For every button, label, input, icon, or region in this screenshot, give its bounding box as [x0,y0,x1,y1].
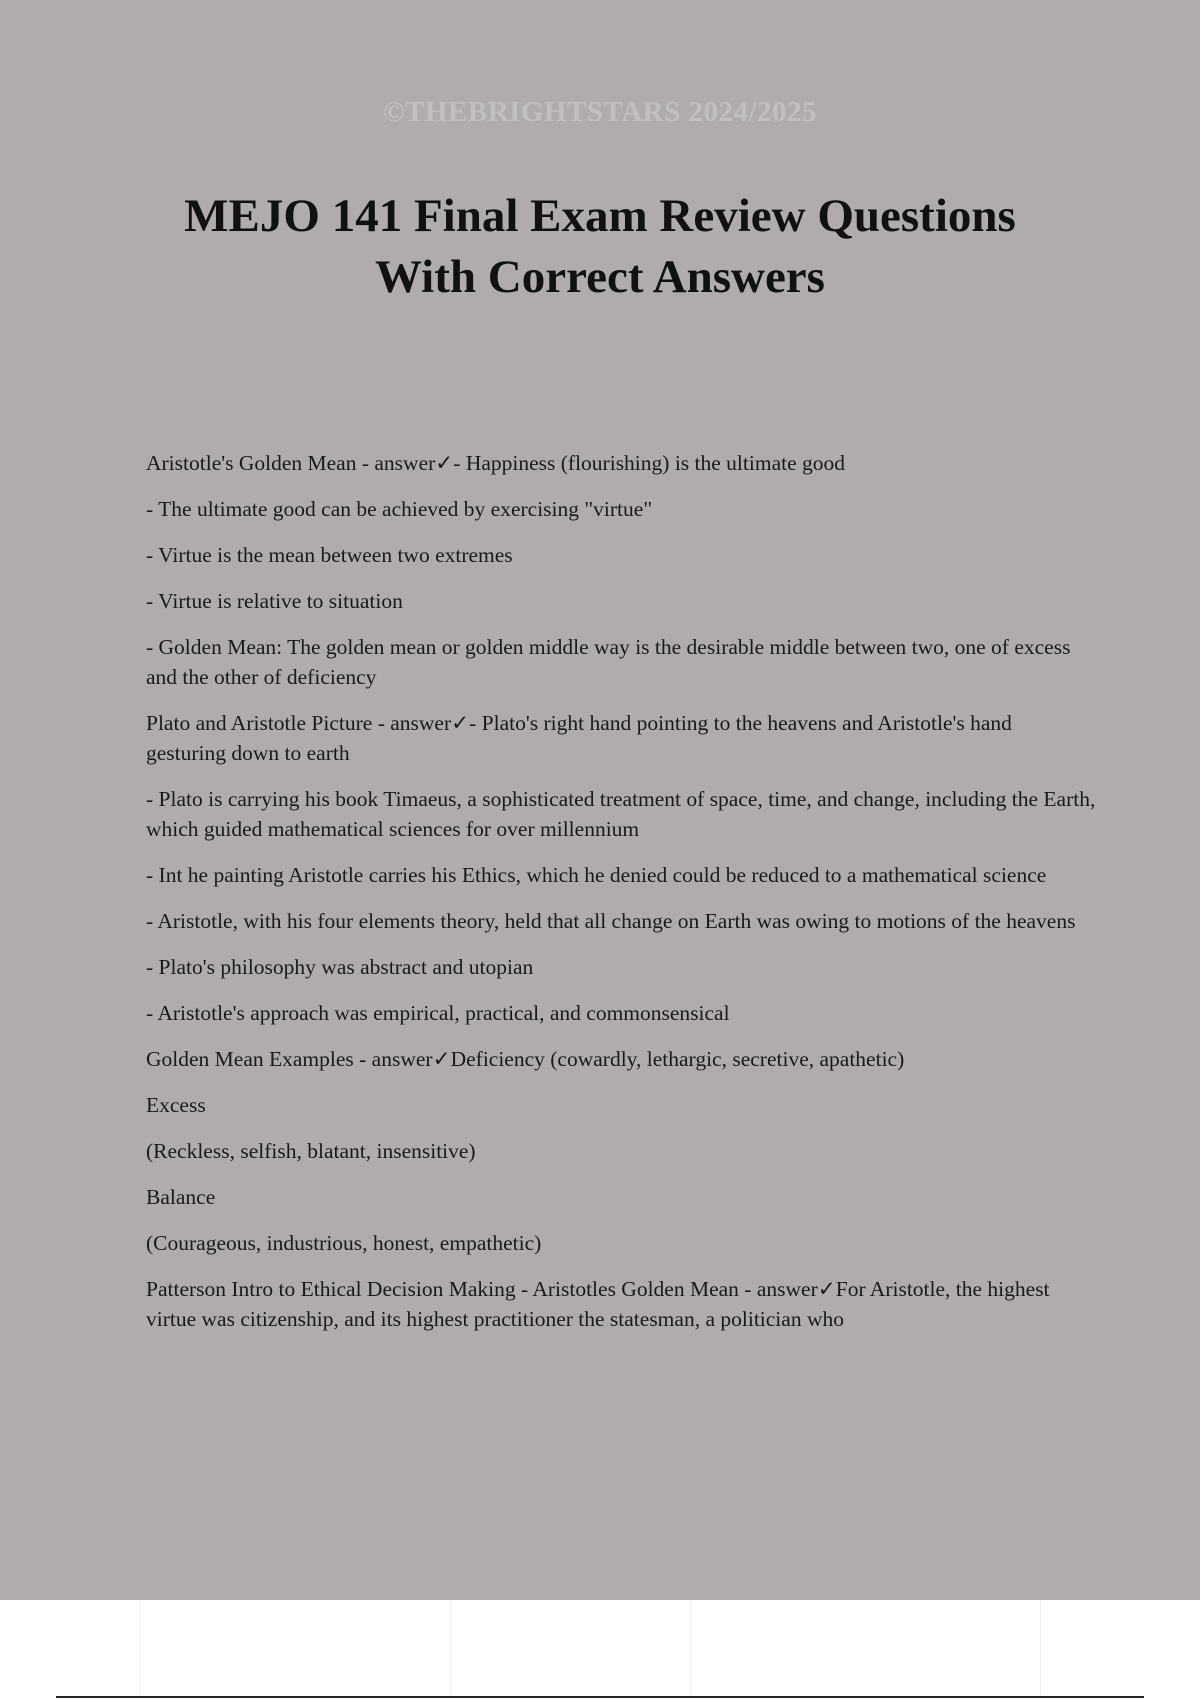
page-divider [56,1696,1144,1698]
paragraph: (Reckless, selfish, blatant, insensitive) [146,1139,476,1163]
paragraph: - Virtue is the mean between two extremes [146,543,513,567]
faint-column-line [140,1600,141,1696]
paragraph: (Courageous, industrious, honest, empathetic) [146,1231,542,1255]
paragraph: - The ultimate good can be achieved by exercising "virtue" [146,497,653,521]
paragraph: Golden Mean Examples - answer✓Deficiency (cowardly, lethargic, secretive, apathetic) [146,1047,905,1071]
title-line-2: With Correct Answers [375,251,825,303]
paragraph: Patterson Intro to Ethical Decision Making - Aristotles Golden Mean - answer✓For Aristotle, the highest virtue was citizenship, and its highest practitioner the statesman, a politician who [146,1277,1050,1331]
document-title [100,186,1100,308]
faint-column-line [1040,1600,1041,1696]
paragraph: - Plato's philosophy was abstract and utopian [146,955,534,979]
paragraph: Plato and Aristotle Picture - answer✓- Plato's right hand pointing to the heavens and Aristotle's hand gesturing down to earth [146,711,1012,765]
faint-column-line [450,1600,451,1696]
paragraph: - Int he painting Aristotle carries his Ethics, which he denied could be reduced to a mathematical science [146,863,1047,887]
paragraph: - Golden Mean: The golden mean or golden middle way is the desirable middle between two, one of excess and the other of deficiency [146,635,1071,689]
paragraph: - Virtue is relative to situation [146,589,403,613]
paragraph: - Aristotle's approach was empirical, practical, and commonsensical [146,1001,730,1025]
paragraph: - Plato is carrying his book Timaeus, a sophisticated treatment of space, time, and change, including the Earth, which guided mathematical sciences for over millennium [146,787,1096,841]
paragraph: - Aristotle, with his four elements theory, held that all change on Earth was owing to motions of the heavens [146,909,1076,933]
paragraph: Excess [146,1093,206,1117]
title-line-1: MEJO 141 Final Exam Review Questions [184,190,1016,242]
paragraph: Balance [146,1185,216,1209]
watermark: ©THEBRIGHTSTARS 2024/2025 [382,96,818,128]
document-body [146,448,1096,1350]
faint-column-line [690,1600,691,1696]
paragraph: Aristotle's Golden Mean - answer✓- Happiness (flourishing) is the ultimate good [146,451,846,475]
